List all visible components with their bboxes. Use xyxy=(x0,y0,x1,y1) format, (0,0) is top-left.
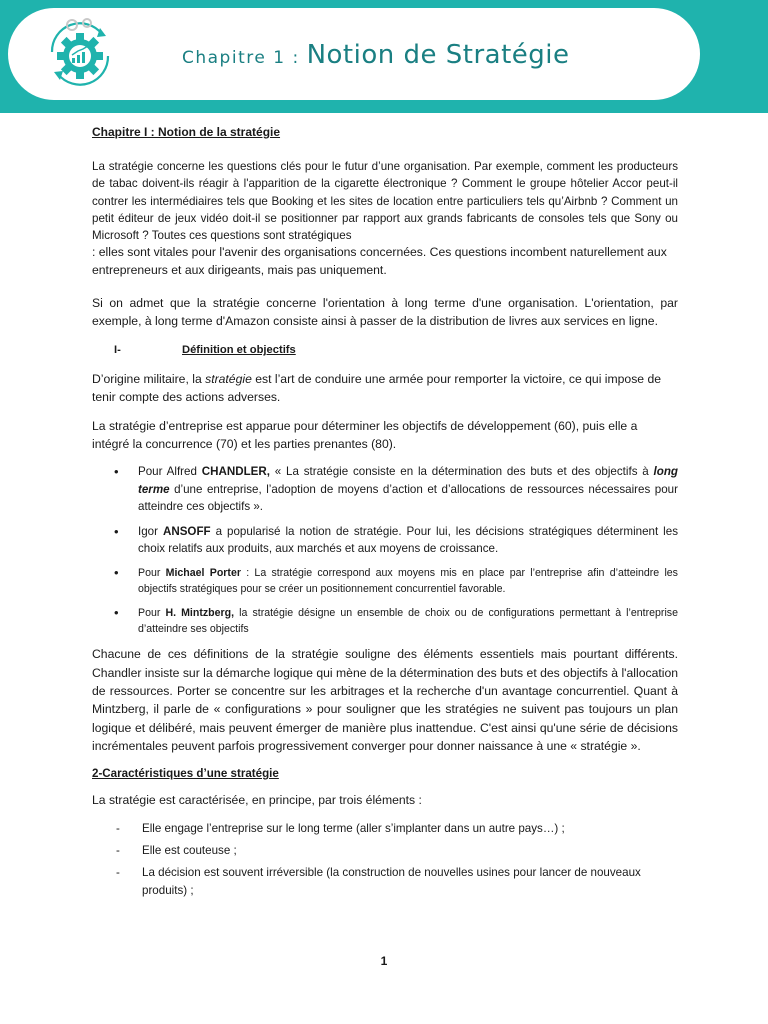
list-item-text: la stratégie désigne un ensemble de choix ou de configurations permettant à l’entreprise d’atteindre ses objectifs xyxy=(138,607,678,636)
list-item-porter xyxy=(92,565,678,597)
title-main: Notion de Stratégie xyxy=(306,40,570,70)
emphasis-text: long terme xyxy=(138,465,678,496)
list-item-text: Pour xyxy=(138,567,166,580)
section-heading-definition xyxy=(92,342,678,359)
document-body xyxy=(92,124,678,904)
list-item-mintzberg xyxy=(92,605,678,637)
characteristics-list xyxy=(92,820,678,899)
list-item: - Elle engage l’entreprise sur le long terme (aller s’implanter dans un autre pays…) ; xyxy=(92,820,678,837)
military-paragraph xyxy=(92,371,678,406)
military-text-pre: D’origine militaire, la xyxy=(92,372,206,387)
military-text-post: est l’art de conduire une armée pour remporter la victoire, ce qui impose de tenir compte des actions adverses. xyxy=(92,372,662,404)
title-prefix: Chapitre 1 : xyxy=(182,48,307,68)
list-item-text: a popularisé la notion de stratégie. Pour lui, les décisions stratégiques déterminent les choix relatifs aux produits, aux marchés et aux moyens de croissance. xyxy=(138,525,679,556)
list-item: - Elle est couteuse ; xyxy=(92,842,678,859)
page-number: 1 xyxy=(380,954,388,968)
orientation-paragraph: Si on admet que la stratégie concerne l'orientation à long terme d'une organisation. L'orientation, par exemple, à long terme d'Amazon consiste ainsi à passer de la distribution de livres aux services en ligne. xyxy=(92,296,678,328)
list-item-text: Pour Alfred xyxy=(138,465,202,479)
section-heading-characteristics: 2-Caractéristiques d’une stratégie xyxy=(92,767,279,781)
author-name: ANSOFF xyxy=(162,525,211,539)
characteristics-intro: La stratégie est caractérisée, en principe, par trois éléments : xyxy=(92,793,422,808)
enterprise-paragraph: La stratégie d’entreprise est apparue pour déterminer les objectifs de développement (60), puis elle a intégré la concurrence (70) et les parties prenantes (80). xyxy=(92,419,638,451)
list-item-text: Igor xyxy=(138,525,163,539)
intro-paragraph: La stratégie concerne les questions clés pour le futur d’une organisation. Par exemple, comment les producteurs de tabac doivent-ils réagir à l'apparition de la cigarette électronique ? Comment le groupe hôtelier Accor peut-il contrer les intermédiaires tels que Booking et les sites de location entre particuliers tels qu’Airbnb ? Comment un petit éditeur de jeux vidéo doit-il se positionner par rapport aux grands fabricants de consoles tels que Sony ou Microsoft ? Toutes ces questions sont stratégiques xyxy=(92,160,678,243)
gear-chart-icon xyxy=(42,16,118,92)
list-item-text: d’une entreprise, l’adoption de moyens d’action et d’allocations de ressources nécessaires pour atteindre ces objectifs ». xyxy=(138,482,678,513)
list-item-text: : La stratégie correspond aux moyens mis en place par l’entreprise afin d’atteindre les objectifs stratégiques pour se créer un positionnement concurrentiel favorable. xyxy=(138,567,678,596)
military-text-em: stratégie xyxy=(205,372,252,387)
page-title xyxy=(182,40,570,70)
list-item-text: Pour xyxy=(138,607,166,620)
synthesis-paragraph: Chacune de ces définitions de la stratégie souligne des éléments essentiels mais pourtant différents. Chandler insiste sur la démarche logique qui mène de la détermination des buts et des objectifs à l'allocation de ressources. Porter se concentre sur les arbitrages et la recherche d'un avantage concurrentiel. Quant à Mintzberg, il parle de « configurations » pour souligner que les stratégies ne suivent pas toujours un plan logique et délibéré, mais peuvent émerger de manière plus inattendue. C'est ainsi qu'une série de décisions incrémentales peuvent parfois progressivement converger pour donner naissance à une « stratégie ». xyxy=(92,647,678,753)
list-item-ansoff xyxy=(92,523,678,557)
section-number: I- xyxy=(114,344,121,357)
list-item-chandler xyxy=(92,463,678,515)
intro-continuation: : elles sont vitales pour l'avenir des organisations concernées. Ces questions incombent naturellement aux entrepreneurs et aux dirigeants, mais pas uniquement. xyxy=(92,245,667,277)
list-item-text: « La stratégie consiste en la détermination des buts et des objectifs à xyxy=(270,465,654,479)
list-item: - La décision est souvent irréversible (la construction de nouvelles usines pour lancer de nouveaux produits) ; xyxy=(92,864,678,898)
author-name: H. Mintzberg, xyxy=(165,607,235,620)
chapter-heading: Chapitre I : Notion de la stratégie xyxy=(92,125,281,139)
section-label: Définition et objectifs xyxy=(182,344,296,357)
author-name: CHANDLER, xyxy=(201,465,270,479)
author-name: Michael Porter xyxy=(165,567,241,580)
definitions-list xyxy=(92,463,678,637)
